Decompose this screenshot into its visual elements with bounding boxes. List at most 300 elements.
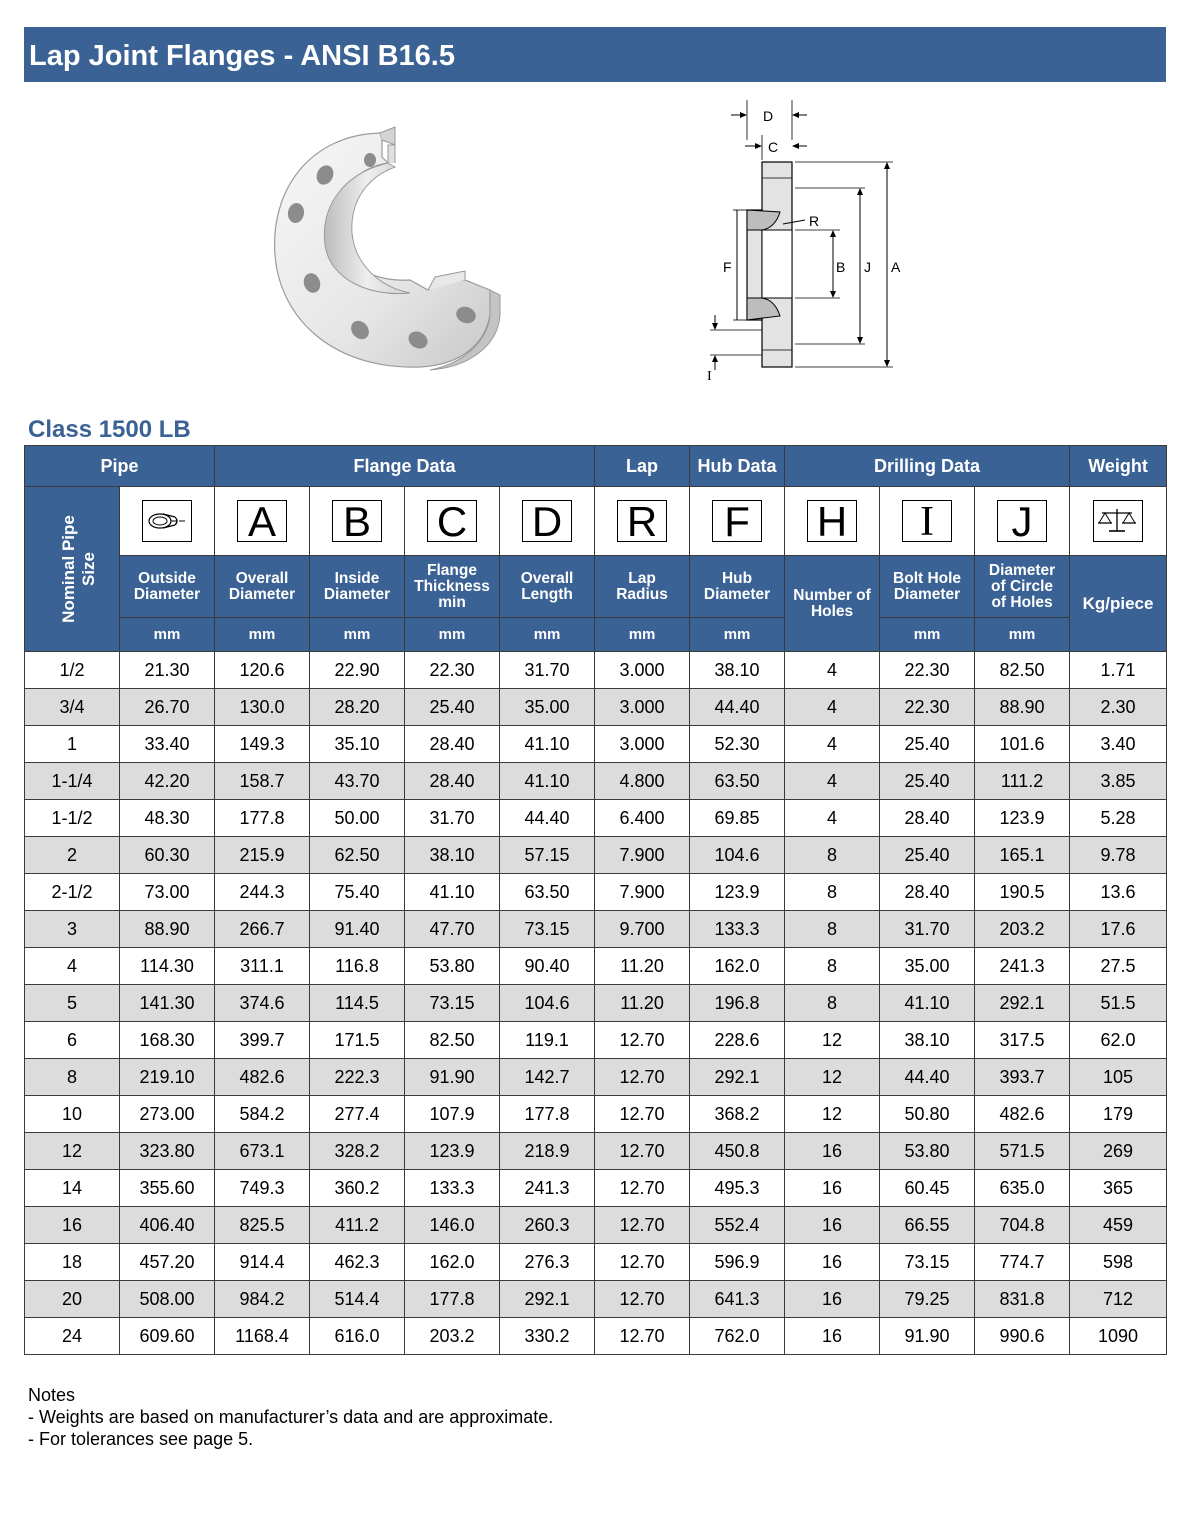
- table-cell: 142.7: [500, 1059, 595, 1096]
- table-cell: 82.50: [405, 1022, 500, 1059]
- table-cell: 28.40: [880, 800, 975, 837]
- table-cell: 11.20: [595, 985, 690, 1022]
- table-cell: 552.4: [690, 1207, 785, 1244]
- table-cell: 749.3: [215, 1170, 310, 1207]
- table-cell: 22.30: [880, 652, 975, 689]
- unit-cell: mm: [120, 618, 215, 652]
- table-cell: 260.3: [500, 1207, 595, 1244]
- table-cell: 704.8: [975, 1207, 1070, 1244]
- table-cell: 482.6: [975, 1096, 1070, 1133]
- table-cell: 16: [785, 1207, 880, 1244]
- table-row: [25, 763, 1167, 800]
- notes: [28, 1384, 553, 1450]
- symbol-j: J: [997, 500, 1047, 542]
- table-cell: 4.800: [595, 763, 690, 800]
- table-cell: 712: [1070, 1281, 1167, 1318]
- table-cell: 8: [785, 985, 880, 1022]
- table-cell: 17.6: [1070, 911, 1167, 948]
- table-cell: 328.2: [310, 1133, 405, 1170]
- table-cell: 177.8: [500, 1096, 595, 1133]
- table-cell: 406.40: [120, 1207, 215, 1244]
- table-cell: 88.90: [120, 911, 215, 948]
- table-cell: 12.70: [595, 1170, 690, 1207]
- table-cell: 3.000: [595, 726, 690, 763]
- table-cell: 82.50: [975, 652, 1070, 689]
- table-cell: 123.9: [405, 1133, 500, 1170]
- table-row: [25, 1022, 1167, 1059]
- table-cell: 218.9: [500, 1133, 595, 1170]
- table-cell: 311.1: [215, 948, 310, 985]
- table-cell: 219.10: [120, 1059, 215, 1096]
- table-cell: 69.85: [690, 800, 785, 837]
- table-cell: 38.10: [690, 652, 785, 689]
- table-cell: 3.40: [1070, 726, 1167, 763]
- table-cell: 8: [785, 837, 880, 874]
- table-cell: 215.9: [215, 837, 310, 874]
- table-cell: 12.70: [595, 1096, 690, 1133]
- table-cell: 5.28: [1070, 800, 1167, 837]
- table-cell: 365: [1070, 1170, 1167, 1207]
- table-cell: 119.1: [500, 1022, 595, 1059]
- table-cell: 8: [785, 911, 880, 948]
- table-row: [25, 1318, 1167, 1355]
- table-cell: 8: [785, 948, 880, 985]
- label-a: A: [891, 259, 901, 275]
- table-cell: 35.00: [880, 948, 975, 985]
- table-row: [25, 800, 1167, 837]
- table-cell: 12.70: [595, 1022, 690, 1059]
- table-cell: 330.2: [500, 1318, 595, 1355]
- table-cell: 228.6: [690, 1022, 785, 1059]
- table-cell: 3.000: [595, 652, 690, 689]
- table-cell: 673.1: [215, 1133, 310, 1170]
- table-cell: 18: [25, 1244, 120, 1281]
- table-cell: 12.70: [595, 1318, 690, 1355]
- group-weight: Weight: [1070, 446, 1167, 487]
- table-cell: 596.9: [690, 1244, 785, 1281]
- table-cell: 91.40: [310, 911, 405, 948]
- table-cell: 11.20: [595, 948, 690, 985]
- table-cell: 101.6: [975, 726, 1070, 763]
- table-cell: 2-1/2: [25, 874, 120, 911]
- table-cell: 91.90: [405, 1059, 500, 1096]
- pipe-outline-icon: [142, 500, 192, 542]
- table-cell: 41.10: [880, 985, 975, 1022]
- table-cell: 12: [25, 1133, 120, 1170]
- table-cell: 16: [785, 1281, 880, 1318]
- table-cell: 52.30: [690, 726, 785, 763]
- table-cell: 598: [1070, 1244, 1167, 1281]
- page-title: Lap Joint Flanges - ANSI B16.5: [24, 27, 1166, 82]
- table-cell: 4: [25, 948, 120, 985]
- symbol-f: F: [712, 500, 762, 542]
- table-cell: 123.9: [975, 800, 1070, 837]
- table-cell: 4: [785, 689, 880, 726]
- table-row: [25, 911, 1167, 948]
- table-cell: 177.8: [215, 800, 310, 837]
- table-cell: 16: [25, 1207, 120, 1244]
- unit-cell: mm: [500, 618, 595, 652]
- table-row: [25, 837, 1167, 874]
- table-cell: 41.10: [500, 763, 595, 800]
- table-cell: 44.40: [880, 1059, 975, 1096]
- table-cell: 88.90: [975, 689, 1070, 726]
- col-flange-thickness: Flange Thickness min: [405, 556, 500, 618]
- table-cell: 774.7: [975, 1244, 1070, 1281]
- table-row: [25, 1281, 1167, 1318]
- table-cell: 984.2: [215, 1281, 310, 1318]
- unit-cell: mm: [880, 618, 975, 652]
- table-cell: 609.60: [120, 1318, 215, 1355]
- unit-cell: mm: [310, 618, 405, 652]
- table-cell: 104.6: [500, 985, 595, 1022]
- size-label: Size: [78, 551, 98, 587]
- table-cell: 6.400: [595, 800, 690, 837]
- table-cell: 399.7: [215, 1022, 310, 1059]
- notes-heading: Notes: [28, 1385, 76, 1405]
- table-cell: 12.70: [595, 1133, 690, 1170]
- table-cell: 317.5: [975, 1022, 1070, 1059]
- table-cell: 9.78: [1070, 837, 1167, 874]
- table-cell: 31.70: [500, 652, 595, 689]
- table-cell: 4: [785, 800, 880, 837]
- table-cell: 12: [785, 1022, 880, 1059]
- table-cell: 168.30: [120, 1022, 215, 1059]
- table-cell: 63.50: [500, 874, 595, 911]
- flange-spec-table: [24, 445, 1167, 1355]
- unit-cell: mm: [690, 618, 785, 652]
- table-cell: 641.3: [690, 1281, 785, 1318]
- group-lap: Lap: [595, 446, 690, 487]
- table-cell: 990.6: [975, 1318, 1070, 1355]
- table-cell: 16: [785, 1244, 880, 1281]
- table-cell: 368.2: [690, 1096, 785, 1133]
- table-cell: 4: [785, 763, 880, 800]
- table-row: [25, 948, 1167, 985]
- table-cell: 4: [785, 652, 880, 689]
- table-cell: 7.900: [595, 874, 690, 911]
- table-cell: 44.40: [690, 689, 785, 726]
- table-cell: 1: [25, 726, 120, 763]
- table-cell: 141.30: [120, 985, 215, 1022]
- table-row: [25, 1059, 1167, 1096]
- table-cell: 292.1: [500, 1281, 595, 1318]
- table-body: [25, 652, 1167, 1355]
- table-cell: 1168.4: [215, 1318, 310, 1355]
- table-cell: 1/2: [25, 652, 120, 689]
- symbol-d: D: [522, 500, 572, 542]
- table-cell: 196.8: [690, 985, 785, 1022]
- table-cell: 831.8: [975, 1281, 1070, 1318]
- table-cell: 24: [25, 1318, 120, 1355]
- table-row: [25, 1244, 1167, 1281]
- table-cell: 584.2: [215, 1096, 310, 1133]
- table-cell: 22.90: [310, 652, 405, 689]
- table-cell: 16: [785, 1318, 880, 1355]
- table-cell: 7.900: [595, 837, 690, 874]
- table-cell: 269: [1070, 1133, 1167, 1170]
- table-cell: 514.4: [310, 1281, 405, 1318]
- table-cell: 8: [25, 1059, 120, 1096]
- col-lap-radius: Lap Radius: [595, 556, 690, 618]
- table-cell: 146.0: [405, 1207, 500, 1244]
- table-cell: 53.80: [880, 1133, 975, 1170]
- table-cell: 21.30: [120, 652, 215, 689]
- table-cell: 6: [25, 1022, 120, 1059]
- table-cell: 3: [25, 911, 120, 948]
- table-cell: 459: [1070, 1207, 1167, 1244]
- table-row: [25, 1133, 1167, 1170]
- table-cell: 120.6: [215, 652, 310, 689]
- table-cell: 73.15: [405, 985, 500, 1022]
- table-cell: 27.5: [1070, 948, 1167, 985]
- table-cell: 12.70: [595, 1244, 690, 1281]
- table-cell: 374.6: [215, 985, 310, 1022]
- table-cell: 62.50: [310, 837, 405, 874]
- table-cell: 63.50: [690, 763, 785, 800]
- table-cell: 41.10: [500, 726, 595, 763]
- table-cell: 47.70: [405, 911, 500, 948]
- table-cell: 323.80: [120, 1133, 215, 1170]
- col-hub-diameter: Hub Diameter: [690, 556, 785, 618]
- pipe-symbol-cell: [120, 487, 215, 556]
- table-cell: 1.71: [1070, 652, 1167, 689]
- table-cell: 48.30: [120, 800, 215, 837]
- label-i: I: [707, 369, 712, 384]
- table-cell: 104.6: [690, 837, 785, 874]
- table-cell: 1-1/2: [25, 800, 120, 837]
- table-cell: 25.40: [405, 689, 500, 726]
- table-cell: 107.9: [405, 1096, 500, 1133]
- table-cell: 111.2: [975, 763, 1070, 800]
- table-cell: 8: [785, 874, 880, 911]
- table-cell: 450.8: [690, 1133, 785, 1170]
- label-c: C: [768, 139, 779, 155]
- table-cell: 31.70: [405, 800, 500, 837]
- table-cell: 222.3: [310, 1059, 405, 1096]
- table-cell: 53.80: [405, 948, 500, 985]
- table-row: [25, 874, 1167, 911]
- note-item: - For tolerances see page 5.: [28, 1429, 254, 1449]
- table-cell: 360.2: [310, 1170, 405, 1207]
- table-cell: 60.30: [120, 837, 215, 874]
- col-number-of-holes: Number of Holes: [785, 556, 880, 652]
- table-cell: 25.40: [880, 726, 975, 763]
- table-cell: 116.8: [310, 948, 405, 985]
- balance-scale-icon: [1093, 500, 1143, 542]
- table-cell: 105: [1070, 1059, 1167, 1096]
- table-cell: 90.40: [500, 948, 595, 985]
- symbol-b: B: [332, 500, 382, 542]
- table-cell: 616.0: [310, 1318, 405, 1355]
- table-cell: 20: [25, 1281, 120, 1318]
- symbol-a: A: [237, 500, 287, 542]
- table-cell: 114.5: [310, 985, 405, 1022]
- table-row: [25, 985, 1167, 1022]
- table-cell: 203.2: [975, 911, 1070, 948]
- weight-symbol-cell: [1070, 487, 1167, 556]
- table-cell: 38.10: [880, 1022, 975, 1059]
- label-f: F: [723, 259, 732, 275]
- table-cell: 14: [25, 1170, 120, 1207]
- dimension-diagram: [695, 100, 925, 390]
- table-cell: 277.4: [310, 1096, 405, 1133]
- col-bolt-hole-diameter: Bolt Hole Diameter: [880, 556, 975, 618]
- table-cell: 133.3: [405, 1170, 500, 1207]
- unit-cell: mm: [975, 618, 1070, 652]
- group-hub-data: Hub Data: [690, 446, 785, 487]
- table-cell: 266.7: [215, 911, 310, 948]
- symbol-h: H: [807, 500, 857, 542]
- table-cell: 482.6: [215, 1059, 310, 1096]
- table-row: [25, 726, 1167, 763]
- nominal-pipe-label: Nominal Pipe: [58, 515, 78, 623]
- table-cell: 165.1: [975, 837, 1070, 874]
- table-cell: 43.70: [310, 763, 405, 800]
- group-pipe: Pipe: [25, 446, 215, 487]
- label-r: R: [809, 213, 820, 229]
- table-cell: 1090: [1070, 1318, 1167, 1355]
- table-cell: 292.1: [975, 985, 1070, 1022]
- table-cell: 10: [25, 1096, 120, 1133]
- table-cell: 292.1: [690, 1059, 785, 1096]
- table-cell: 635.0: [975, 1170, 1070, 1207]
- col-circle-diameter: Diameter of Circle of Holes: [975, 556, 1070, 618]
- table-cell: 79.25: [880, 1281, 975, 1318]
- table-cell: 133.3: [690, 911, 785, 948]
- table-cell: 28.20: [310, 689, 405, 726]
- col-outside-diameter: Outside Diameter: [120, 556, 215, 618]
- table-cell: 3.000: [595, 689, 690, 726]
- table-cell: 28.40: [405, 726, 500, 763]
- note-item: - Weights are based on manufacturer’s data and are approximate.: [28, 1407, 554, 1427]
- table-cell: 171.5: [310, 1022, 405, 1059]
- col-inside-diameter: Inside Diameter: [310, 556, 405, 618]
- table-cell: 73.00: [120, 874, 215, 911]
- table-row: [25, 1096, 1167, 1133]
- flange-illustration: [270, 105, 540, 395]
- table-cell: 60.45: [880, 1170, 975, 1207]
- table-cell: 190.5: [975, 874, 1070, 911]
- table-cell: 41.10: [405, 874, 500, 911]
- class-title: Class 1500 LB: [28, 416, 191, 443]
- table-row: [25, 652, 1167, 689]
- table-cell: 22.30: [405, 652, 500, 689]
- col-kg-per-piece: Kg/piece: [1070, 556, 1167, 652]
- table-cell: 355.60: [120, 1170, 215, 1207]
- table-cell: 28.40: [405, 763, 500, 800]
- table-cell: 276.3: [500, 1244, 595, 1281]
- table-row: [25, 689, 1167, 726]
- table-cell: 1-1/4: [25, 763, 120, 800]
- table-cell: 12.70: [595, 1281, 690, 1318]
- table-cell: 462.3: [310, 1244, 405, 1281]
- table-cell: 762.0: [690, 1318, 785, 1355]
- table-cell: 51.5: [1070, 985, 1167, 1022]
- table-cell: 33.40: [120, 726, 215, 763]
- table-cell: 411.2: [310, 1207, 405, 1244]
- table-cell: 203.2: [405, 1318, 500, 1355]
- table-cell: 26.70: [120, 689, 215, 726]
- table-cell: 57.15: [500, 837, 595, 874]
- table-cell: 91.90: [880, 1318, 975, 1355]
- table-cell: 12: [785, 1059, 880, 1096]
- table-cell: 13.6: [1070, 874, 1167, 911]
- table-cell: 12.70: [595, 1059, 690, 1096]
- table-cell: 4: [785, 726, 880, 763]
- table-cell: 162.0: [690, 948, 785, 985]
- table-row: [25, 1207, 1167, 1244]
- table-cell: 50.80: [880, 1096, 975, 1133]
- table-cell: 162.0: [405, 1244, 500, 1281]
- table-cell: 16: [785, 1170, 880, 1207]
- table-cell: 825.5: [215, 1207, 310, 1244]
- table-cell: 12: [785, 1096, 880, 1133]
- table-cell: 241.3: [500, 1170, 595, 1207]
- table-cell: 62.0: [1070, 1022, 1167, 1059]
- table-cell: 179: [1070, 1096, 1167, 1133]
- table-cell: 2: [25, 837, 120, 874]
- table-cell: 16: [785, 1133, 880, 1170]
- table-cell: 35.10: [310, 726, 405, 763]
- unit-cell: mm: [215, 618, 310, 652]
- table-cell: 42.20: [120, 763, 215, 800]
- table-cell: 73.15: [880, 1244, 975, 1281]
- table-cell: 244.3: [215, 874, 310, 911]
- table-cell: 130.0: [215, 689, 310, 726]
- symbol-i: I: [902, 500, 952, 542]
- table-cell: 50.00: [310, 800, 405, 837]
- label-b: B: [836, 259, 846, 275]
- table-cell: 914.4: [215, 1244, 310, 1281]
- group-flange-data: Flange Data: [215, 446, 595, 487]
- table-row: [25, 1170, 1167, 1207]
- table-cell: 2.30: [1070, 689, 1167, 726]
- table-cell: 5: [25, 985, 120, 1022]
- table-cell: 114.30: [120, 948, 215, 985]
- table-cell: 25.40: [880, 837, 975, 874]
- symbol-c: C: [427, 500, 477, 542]
- table-cell: 123.9: [690, 874, 785, 911]
- table-cell: 495.3: [690, 1170, 785, 1207]
- table-cell: 12.70: [595, 1207, 690, 1244]
- table-cell: 73.15: [500, 911, 595, 948]
- unit-cell: mm: [595, 618, 690, 652]
- symbol-r: R: [617, 500, 667, 542]
- table-cell: 25.40: [880, 763, 975, 800]
- table-cell: 9.700: [595, 911, 690, 948]
- label-d: D: [763, 108, 774, 124]
- table-cell: 75.40: [310, 874, 405, 911]
- unit-cell: mm: [405, 618, 500, 652]
- table-cell: 3.85: [1070, 763, 1167, 800]
- table-cell: 177.8: [405, 1281, 500, 1318]
- nominal-pipe-size-header: [25, 487, 120, 652]
- table-cell: 571.5: [975, 1133, 1070, 1170]
- table-cell: 3/4: [25, 689, 120, 726]
- table-cell: 393.7: [975, 1059, 1070, 1096]
- table-cell: 508.00: [120, 1281, 215, 1318]
- col-overall-length: Overall Length: [500, 556, 595, 618]
- table-cell: 22.30: [880, 689, 975, 726]
- table-cell: 44.40: [500, 800, 595, 837]
- table-cell: 35.00: [500, 689, 595, 726]
- group-drilling-data: Drilling Data: [785, 446, 1070, 487]
- table-cell: 149.3: [215, 726, 310, 763]
- table-cell: 38.10: [405, 837, 500, 874]
- table-cell: 66.55: [880, 1207, 975, 1244]
- table-cell: 28.40: [880, 874, 975, 911]
